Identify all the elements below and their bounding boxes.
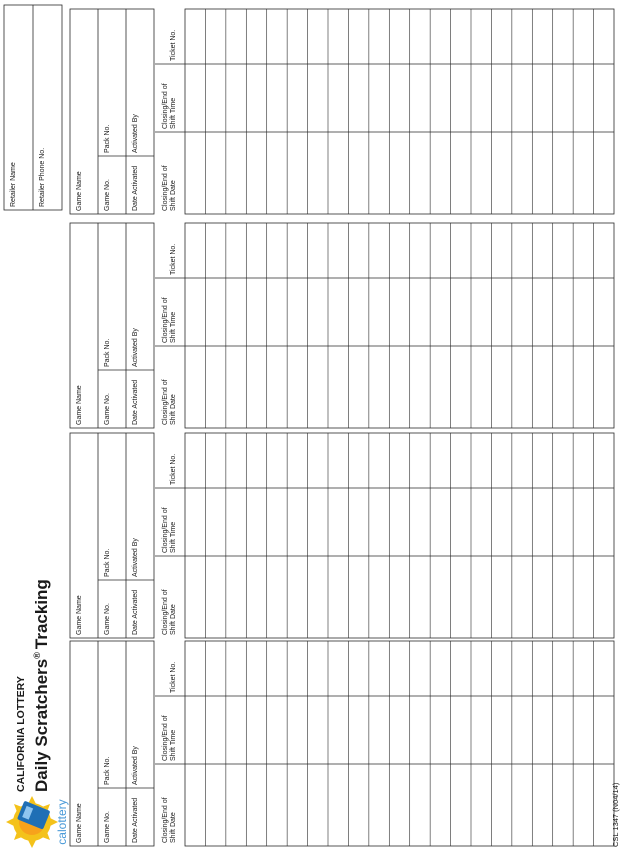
closing-date-label: Shift Date: [170, 394, 177, 425]
closing-date-label: Closing/End of: [162, 379, 169, 425]
ticket-no-label: Ticket No.: [170, 661, 177, 693]
game-name-label: Game Name: [76, 803, 83, 843]
retailer-phone-label: Retailer Phone No.: [39, 147, 46, 207]
date-activated-label: Date Activated: [132, 379, 139, 425]
closing-time-label: Closing/End of: [162, 715, 169, 761]
ticket-no-label: Ticket No.: [170, 29, 177, 61]
closing-time-label: Shift Time: [170, 521, 177, 553]
closing-time-label: Shift Time: [170, 311, 177, 343]
pack-no-label: Pack No.: [104, 124, 111, 153]
page-title-main: Daily Scratchers: [32, 658, 51, 792]
date-activated-label: Date Activated: [132, 589, 139, 635]
closing-time-label: Closing/End of: [162, 83, 169, 129]
closing-date-label: Closing/End of: [162, 165, 169, 211]
activated-by-label: Activated By: [132, 746, 139, 785]
brand-line: CALIFORNIA LOTTERY: [15, 676, 27, 792]
activated-by-label: Activated By: [132, 538, 139, 577]
pack-no-label: Pack No.: [104, 756, 111, 785]
ticket-no-label: Ticket No.: [170, 243, 177, 275]
date-activated-label: Date Activated: [132, 797, 139, 843]
registered-mark: ®: [32, 652, 42, 659]
closing-time-label: Closing/End of: [162, 507, 169, 553]
closing-time-label: Shift Time: [170, 729, 177, 761]
game-no-label: Game No.: [104, 179, 111, 211]
tracking-panel: [70, 641, 614, 846]
closing-date-label: Shift Date: [170, 180, 177, 211]
pack-no-label: Pack No.: [104, 548, 111, 577]
logo: [6, 796, 58, 848]
closing-date-label: Shift Date: [170, 604, 177, 635]
game-name-label: Game Name: [76, 171, 83, 211]
game-no-label: Game No.: [104, 603, 111, 635]
closing-date-label: Closing/End of: [162, 797, 169, 843]
logo-wordmark: calottery: [55, 799, 69, 845]
page-title-suffix: Tracking: [32, 579, 51, 650]
form-code: CSL 1347 (N04/14): [611, 782, 620, 847]
closing-date-label: Closing/End of: [162, 589, 169, 635]
ticket-no-label: Ticket No.: [170, 453, 177, 485]
tracking-panel: [70, 9, 614, 214]
tracking-panel: [70, 433, 614, 638]
game-no-label: Game No.: [104, 393, 111, 425]
game-name-label: Game Name: [76, 385, 83, 425]
game-no-label: Game No.: [104, 811, 111, 843]
pack-no-label: Pack No.: [104, 338, 111, 367]
activated-by-label: Activated By: [132, 114, 139, 153]
date-activated-label: Date Activated: [132, 165, 139, 211]
closing-time-label: Shift Time: [170, 97, 177, 129]
retailer-box: [4, 5, 62, 210]
page-title: [32, 579, 51, 792]
closing-time-label: Closing/End of: [162, 297, 169, 343]
activated-by-label: Activated By: [132, 328, 139, 367]
closing-date-label: Shift Date: [170, 812, 177, 843]
tracking-panel: [70, 223, 614, 428]
game-name-label: Game Name: [76, 595, 83, 635]
retailer-name-label: Retailer Name: [10, 162, 17, 207]
